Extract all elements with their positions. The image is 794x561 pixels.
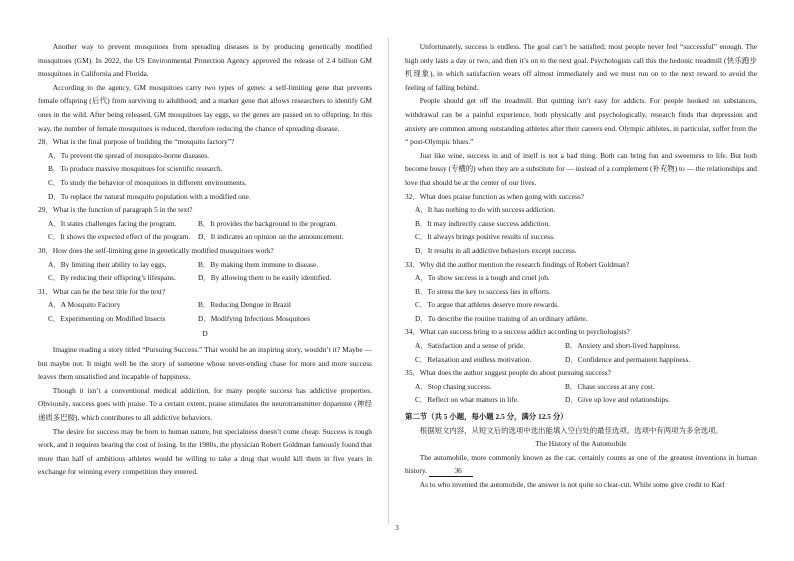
question-30-option-a[interactable]: A．By limiting their ability to lay eggs.: [48, 259, 167, 269]
passage-paragraph-1: [405, 451, 757, 478]
question-33-option-a[interactable]: A．To show success is a tough and cruel job.: [415, 273, 550, 283]
paragraph-desire-success: The desire for success may be born to human nature, but specialness doesn’t come cheap. Success is tough work, and it requires bearing the cost of losing. In the 1980s, the physician Robert Goldman famously found that more than half of ambitious athletes would be willing to take a drug that would kill them in five years in exchange for winning every competition they entered.: [38, 426, 372, 477]
question-30-option-c[interactable]: C．By reducing their offspring’s lifespans.: [48, 273, 176, 283]
question-29-stem: 29．What is the function of paragraph 5 in the text?: [38, 205, 193, 215]
question-34-option-d[interactable]: D．Confidence and permanent happiness.: [565, 354, 691, 364]
passage-paragraph-1-text: The automobile, more commonly known as the car, certainly counts as one of the greatest inventions in human history.: [405, 452, 757, 476]
paragraph-gm-mosquitoes: Another way to prevent mosquitoes from spreading diseases is by producing genetically modified mosquitoes (GM). In 2022, the US Environmental Protection Agency approved the release of 2.4 billion GM mosquitoes in California and Florida.: [38, 42, 372, 79]
passage-paragraph-2: As to who invented the automobile, the answer is not quite so clear-cut. While some give credit to Karl: [419, 480, 725, 489]
left-column: [38, 40, 372, 479]
question-35: [405, 366, 757, 407]
question-29-option-c[interactable]: C．It shows the expected effect of the program.: [48, 232, 191, 242]
question-31-option-b[interactable]: B．Reducing Dengue in Brazil: [198, 300, 291, 310]
paragraph-endless-success: Unfortunately, success is endless. The goal can’t be satisfied; most people never feel “successful” enough. The high only lasts a day or two, and then it’s on to the next goal. Psychologists call this the hedonic treadmill (快乐跑步机现象), in which satisfaction wears off almost immediately and we must run on to the next reward to avoid the feeling of falling behind.: [405, 42, 757, 92]
question-30-stem: 30．How does the self-limiting gene in genetically modified mosquitoes work?: [38, 245, 274, 255]
column-divider: [388, 38, 389, 524]
section-2-instructions: 根据短文内容，从短文后的选项中选出能填入空白处的最佳选项。选项中有两项为多余选项。: [419, 425, 723, 435]
question-31-option-c[interactable]: C．Experimenting on Modified Insects: [48, 313, 166, 323]
question-32-option-c[interactable]: C．It always brings positive results of success.: [415, 232, 555, 242]
question-32: [405, 190, 757, 258]
section-2-title: 第二节（共 5 小题，每小题 2.5 分，满分 12.5 分）: [405, 412, 568, 422]
question-34-option-c[interactable]: C．Relaxation and endless motivation.: [415, 354, 532, 364]
right-column: [405, 40, 757, 492]
question-32-option-b[interactable]: B．It may indirectly cause success addiction.: [415, 218, 551, 228]
question-28-option-a[interactable]: A．To prevent the spread of mosquito-borne diseases.: [48, 150, 210, 160]
question-35-option-d[interactable]: D．Give up love and relationships.: [565, 395, 670, 405]
passage-title: The History of the Automobile: [535, 439, 627, 449]
question-28-option-d[interactable]: D．To replace the natural mosquito population with a modified one.: [48, 191, 251, 201]
question-34: [405, 325, 757, 366]
question-29: [38, 203, 372, 244]
question-34-stem: 34．What can success bring to a success addict according to psychologists?: [405, 327, 630, 337]
question-30-option-b[interactable]: B．By making them immune to disease.: [198, 259, 319, 269]
question-30: [38, 244, 372, 285]
paragraph-addiction: Though it isn’t a conventional medical addiction, for many people success has addictive properties. Obviously, success goes with praise. To a certain extent, praise stimulates the neurotransmitter dopamine (神经递质多巴胺), which contributes to all addictive behaviors.: [38, 385, 372, 423]
page-number: 3: [395, 524, 399, 532]
question-33-stem: 33．Why did the author mention the research findings of Robert Goldman?: [405, 259, 630, 269]
paragraph-treadmill: People should get off the treadmill. But quitting isn’t easy for addicts. For people hooked on substances, withdrawal can be a painful experience, both physically and psychologically, research finds that depression and anxiety are common among outstanding athletes after their careers end. Olympic athletes, in particular, suffer from the “ post-Olympic blues.”: [405, 96, 757, 147]
question-29-option-a[interactable]: A．It states challenges facing the program.: [48, 218, 177, 228]
question-28-stem: 28．What is the final purpose of building the “mosquito factory”?: [38, 137, 235, 147]
question-35-stem: 35．What does the author suggest people do about pursuing success?: [405, 368, 611, 378]
section-d-heading: D: [202, 329, 208, 339]
question-29-option-b[interactable]: B．It provides the background to the program.: [198, 218, 337, 228]
question-29-option-d[interactable]: D．It indicates an opinion on the announcement.: [198, 232, 344, 242]
question-31-option-d[interactable]: D．Modifying Infectious Mosquitoes: [198, 313, 311, 323]
question-32-stem: 32．What does praise function as when going with success?: [405, 191, 584, 201]
question-34-option-a[interactable]: A．Satisfaction and a sense of pride.: [415, 341, 526, 351]
question-34-option-b[interactable]: B．Anxiety and short-lived happiness.: [565, 341, 681, 351]
question-28-option-b[interactable]: B．To produce massive mosquitoes for scientific research.: [48, 164, 223, 174]
question-35-option-c[interactable]: C．Reflect on what matters in life.: [415, 395, 519, 405]
question-28: [38, 135, 372, 203]
question-33: [405, 258, 757, 326]
paragraph-wine: Just like wine, success in and of itself is not a bad thing. Both can bring fun and sweetness to life. But both become bossy (专横的) when they are a substitute for — instead of a complement (补充物) to — the relationships and love that should be at the center of our lives.: [405, 150, 757, 187]
question-31-stem: 31．What can be the best title for the text?: [38, 286, 166, 296]
question-33-option-b[interactable]: B．To stress the key to success lies in efforts.: [415, 286, 551, 296]
question-32-option-a[interactable]: A．It has nothing to do with success addiction.: [415, 205, 556, 215]
paragraph-pursuing-success: Imagine reading a story titled “Pursuing Success.” That would be an inspiring story, wouldn’t it? Maybe — but maybe not. It might well be the story of someone whose never-ending chase for more and more success leaves them unsatisfied and incapable of happiness.: [38, 345, 372, 382]
blank-36[interactable]: 36: [429, 466, 473, 477]
question-35-option-a[interactable]: A．Stop chasing success.: [415, 381, 492, 391]
paragraph-gm-genes: According to the agency, GM mosquitoes carry two types of genes: a self-limiting gene that prevents female offspring (后代) from surviving to adulthood; and a marker gene that allows researchers to identify GM ones in the wild. After being released, GM mosquitoes lay eggs, so the genes are passed on to offspring. In this way, the number of female mosquitoes is reduced, therefore reducing the chance of spreading disease.: [38, 82, 372, 133]
question-33-option-c[interactable]: C．To argue that athletes deserve more rewards.: [415, 300, 560, 310]
question-30-option-d[interactable]: D．By allowing them to be easily identified.: [198, 273, 332, 283]
question-28-option-c[interactable]: C．To study the behavior of mosquitoes in different environments.: [48, 177, 247, 187]
question-33-option-d[interactable]: D．To describe the routine training of an ordinary athlete.: [415, 313, 588, 323]
question-35-option-b[interactable]: B．Chase success at any cost.: [565, 381, 655, 391]
question-32-option-d[interactable]: D．It results in all addictive behaviors except success.: [415, 245, 577, 255]
question-31-option-a[interactable]: A．A Mosquito Factory: [48, 300, 121, 310]
question-31: [38, 285, 372, 326]
